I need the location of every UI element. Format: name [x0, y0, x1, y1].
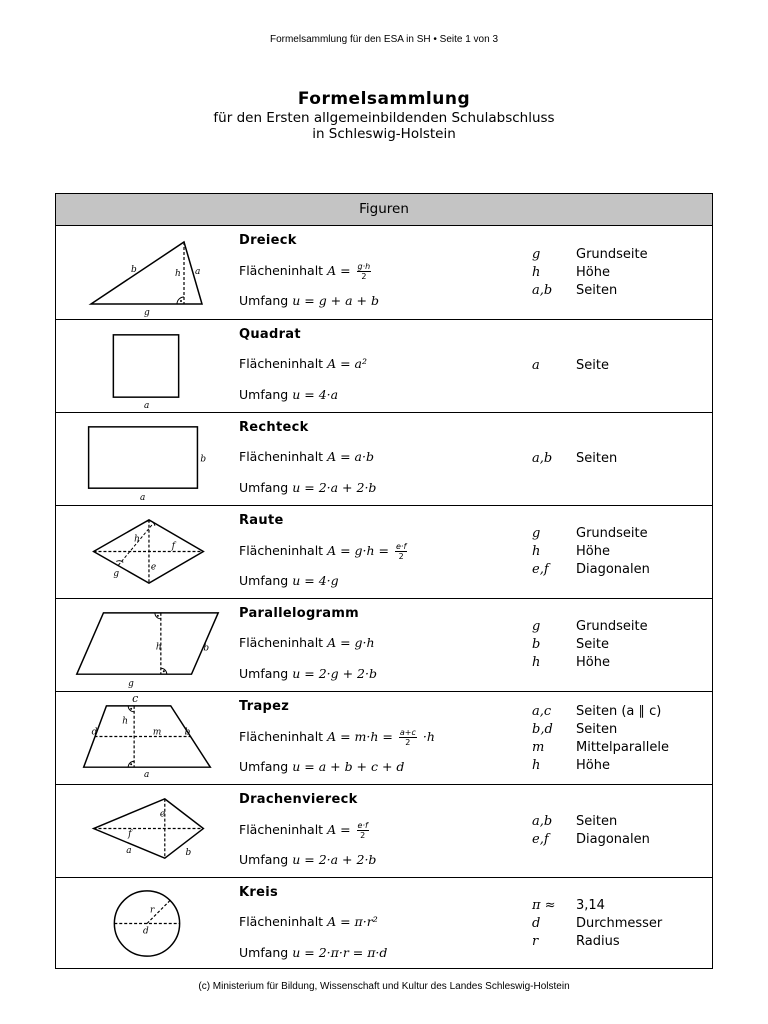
- area-formula: [239, 356, 367, 371]
- formulas-rechteck: [239, 413, 529, 505]
- page-title: Formelsammlung: [297, 89, 471, 109]
- area-label: Flächeninhalt: [239, 263, 324, 278]
- legend-symbol: m: [532, 740, 545, 755]
- legend-description: Mittelparallele: [576, 740, 669, 755]
- legend-raute: [532, 506, 712, 598]
- fig-label-a: a: [126, 846, 132, 857]
- fig-label-h: h: [122, 716, 128, 727]
- fig-label-d: d: [143, 926, 149, 937]
- legend-symbol: g: [532, 526, 541, 541]
- fig-label-c: c: [132, 692, 139, 705]
- fig-label-b: b: [200, 454, 207, 465]
- perimeter-formula: [239, 945, 387, 960]
- legend-symbol: a,c: [532, 704, 552, 719]
- legend-description: Seite: [576, 637, 609, 652]
- perimeter-label: Umfang: [239, 387, 289, 402]
- parallelogram-figure: [56, 599, 236, 691]
- title-block: [0, 88, 768, 142]
- area-label: Flächeninhalt: [239, 449, 324, 464]
- fig-label-f: f: [128, 829, 132, 840]
- footer: (c) Ministerium für Bildung, Wissenschaft und Kultur des Landes Schleswig-Holstein: [198, 981, 570, 992]
- legend-description: Diagonalen: [576, 562, 650, 577]
- legend-description: 3,14: [576, 898, 605, 913]
- fraction-numerator: a+c: [399, 728, 416, 737]
- area-expression: A = a²: [327, 356, 367, 371]
- legend-symbol: g: [532, 247, 541, 262]
- area-fraction: [395, 542, 407, 561]
- fig-label-b: b: [185, 848, 192, 859]
- legend-symbol: e,f: [532, 562, 549, 577]
- fraction-denominator: 2: [360, 831, 366, 840]
- perimeter-formula: [239, 759, 404, 774]
- legend-description: Grundseite: [576, 247, 648, 262]
- legend-description: Höhe: [576, 758, 610, 773]
- perimeter-expression: u = a + b + c + d: [292, 759, 405, 774]
- perimeter-formula: [239, 573, 339, 588]
- shape-name: Parallelogramm: [239, 606, 360, 621]
- area-formula: [239, 821, 371, 840]
- legend-symbol: r: [532, 934, 539, 949]
- circle-figure: [56, 878, 236, 970]
- row-drachenviereck: [56, 784, 712, 877]
- fig-label-e: e: [150, 562, 157, 573]
- legend-dreieck: [532, 226, 712, 319]
- perimeter-expression: u = 2·a + 2·b: [292, 480, 377, 495]
- legend-description: Seite: [576, 358, 609, 373]
- perimeter-label: Umfang: [239, 945, 289, 960]
- formula-table: [55, 193, 713, 969]
- fraction-numerator: g·h: [357, 262, 371, 271]
- fig-label-r: r: [149, 905, 155, 916]
- perimeter-label: Umfang: [239, 852, 289, 867]
- fig-label-m: m: [152, 727, 162, 738]
- fraction-denominator: 2: [405, 738, 411, 747]
- fraction-denominator: 2: [398, 552, 404, 561]
- area-label: Flächeninhalt: [239, 729, 324, 744]
- legend-description: Seiten: [576, 814, 618, 829]
- legend-drachenviereck: [532, 785, 712, 877]
- trapezoid-figure: [56, 692, 236, 784]
- area-formula: [239, 262, 373, 281]
- shape-name: Dreieck: [239, 233, 297, 248]
- fig-label-a: a: [140, 493, 146, 504]
- area-fraction: [357, 262, 372, 281]
- area-expression: A = g·h: [327, 635, 375, 650]
- rectangle-figure: [56, 413, 236, 505]
- row-raute: [56, 505, 712, 598]
- area-fraction: [399, 728, 417, 747]
- triangle-figure: [56, 226, 236, 319]
- row-dreieck: [56, 226, 712, 319]
- fig-label-e: e: [159, 809, 166, 820]
- shape-name: Drachenviereck: [239, 792, 358, 807]
- legend-symbol: b: [532, 637, 541, 652]
- legend-symbol: d: [532, 916, 541, 931]
- perimeter-formula: [239, 387, 338, 402]
- legend-symbol: h: [532, 655, 541, 670]
- legend-symbol: a,b: [532, 814, 553, 829]
- legend-description: Diagonalen: [576, 832, 650, 847]
- fig-label-h: h: [155, 642, 162, 653]
- area-prefix: A = g·h =: [327, 543, 389, 558]
- kite-figure: [56, 785, 236, 877]
- formulas-raute: [239, 506, 529, 598]
- shape-name: Trapez: [239, 699, 290, 714]
- legend-trapez: [532, 692, 712, 784]
- area-formula: [239, 542, 409, 561]
- fig-label-b: b: [203, 643, 210, 654]
- legend-description: Höhe: [576, 655, 610, 670]
- fig-label-h: h: [134, 534, 140, 545]
- page-subtitle-line-1: für den Ersten allgemeinbildenden Schulabschluss: [213, 110, 555, 126]
- legend-parallelogramm: [532, 599, 712, 691]
- legend-quadrat: [532, 320, 712, 412]
- perimeter-label: Umfang: [239, 573, 289, 588]
- area-label: Flächeninhalt: [239, 356, 324, 371]
- legend-description: Durchmesser: [576, 916, 663, 931]
- running-header: Formelsammlung für den ESA in SH • Seite 1 von 3: [269, 34, 499, 45]
- fig-label-g: g: [113, 569, 120, 580]
- shape-name: Quadrat: [239, 327, 301, 342]
- perimeter-formula: [239, 852, 376, 867]
- fig-label-f: f: [171, 541, 176, 552]
- legend-description: Grundseite: [576, 526, 648, 541]
- legend-symbol: π ≈: [532, 898, 556, 913]
- formulas-dreieck: [239, 226, 529, 319]
- perimeter-formula: [239, 293, 379, 308]
- legend-symbol: a,b: [532, 451, 553, 466]
- formulas-kreis: [239, 878, 529, 970]
- row-quadrat: [56, 319, 712, 412]
- fig-label-h: h: [175, 269, 181, 279]
- rhombus-figure: [56, 506, 236, 598]
- fig-label-g: g: [144, 308, 150, 318]
- perimeter-expression: u = 4·g: [292, 573, 339, 588]
- legend-symbol: h: [532, 544, 541, 559]
- legend-symbol: e,f: [532, 832, 549, 847]
- perimeter-label: Umfang: [239, 480, 289, 495]
- area-formula: [239, 449, 374, 464]
- legend-description: Grundseite: [576, 619, 648, 634]
- perimeter-expression: u = 2·g + 2·b: [292, 666, 377, 681]
- fraction-numerator: e·f: [357, 821, 368, 830]
- fig-label-a: a: [144, 401, 150, 412]
- fig-label-a: a: [144, 770, 150, 781]
- area-suffix: ·h: [422, 729, 435, 744]
- legend-description: Seiten (a ∥ c): [576, 704, 662, 719]
- legend-description: Seiten: [576, 283, 618, 298]
- area-prefix: A =: [327, 263, 351, 278]
- perimeter-label: Umfang: [239, 759, 289, 774]
- legend-description: Radius: [576, 934, 620, 949]
- formulas-quadrat: [239, 320, 529, 412]
- perimeter-expression: u = 2·π·r = π·d: [292, 945, 388, 960]
- legend-description: Seiten: [576, 451, 618, 466]
- legend-symbol: g: [532, 619, 541, 634]
- area-label: Flächeninhalt: [239, 914, 324, 929]
- legend-symbol: b,d: [532, 722, 553, 737]
- fig-label-b: b: [184, 727, 191, 738]
- legend-symbol: h: [532, 265, 541, 280]
- area-formula: [239, 728, 435, 747]
- perimeter-expression: u = g + a + b: [292, 293, 380, 308]
- fig-label-d: d: [91, 727, 98, 738]
- fig-label-g: g: [128, 679, 134, 690]
- perimeter-formula: [239, 480, 376, 495]
- area-formula: [239, 635, 375, 650]
- legend-rechteck: [532, 413, 712, 505]
- row-rechteck: [56, 412, 712, 505]
- row-parallelogramm: [56, 598, 712, 691]
- legend-description: Höhe: [576, 544, 610, 559]
- perimeter-label: Umfang: [239, 293, 289, 308]
- fraction-denominator: 2: [361, 272, 367, 281]
- row-kreis: [56, 877, 712, 970]
- table-header: Figuren: [56, 194, 712, 226]
- legend-symbol: a,b: [532, 283, 553, 298]
- formulas-trapez: [239, 692, 529, 784]
- perimeter-label: Umfang: [239, 666, 289, 681]
- row-trapez: [56, 691, 712, 784]
- formulas-parallelogramm: [239, 599, 529, 691]
- fig-label-b: b: [131, 265, 137, 275]
- page-subtitle-line-2: in Schleswig-Holstein: [312, 126, 456, 142]
- area-label: Flächeninhalt: [239, 543, 324, 558]
- area-fraction: [357, 821, 369, 840]
- perimeter-formula: [239, 666, 377, 681]
- square-figure: [56, 320, 236, 412]
- shape-name: Raute: [239, 513, 284, 528]
- area-prefix: A =: [327, 822, 351, 837]
- area-expression: A = π·r²: [327, 914, 378, 929]
- area-formula: [239, 914, 378, 929]
- legend-kreis: [532, 878, 712, 970]
- area-label: Flächeninhalt: [239, 635, 324, 650]
- area-expression: A = a·b: [327, 449, 374, 464]
- legend-symbol: h: [532, 758, 541, 773]
- area-prefix: A = m·h =: [327, 729, 393, 744]
- shape-name: Rechteck: [239, 420, 309, 435]
- fig-label-a: a: [195, 267, 201, 277]
- area-label: Flächeninhalt: [239, 822, 324, 837]
- perimeter-expression: u = 2·a + 2·b: [292, 852, 377, 867]
- perimeter-expression: u = 4·a: [292, 387, 339, 402]
- legend-description: Seiten: [576, 722, 618, 737]
- legend-symbol: a: [532, 358, 540, 373]
- legend-description: Höhe: [576, 265, 610, 280]
- shape-name: Kreis: [239, 885, 278, 900]
- formulas-drachenviereck: [239, 785, 529, 877]
- fraction-numerator: e·f: [395, 542, 407, 551]
